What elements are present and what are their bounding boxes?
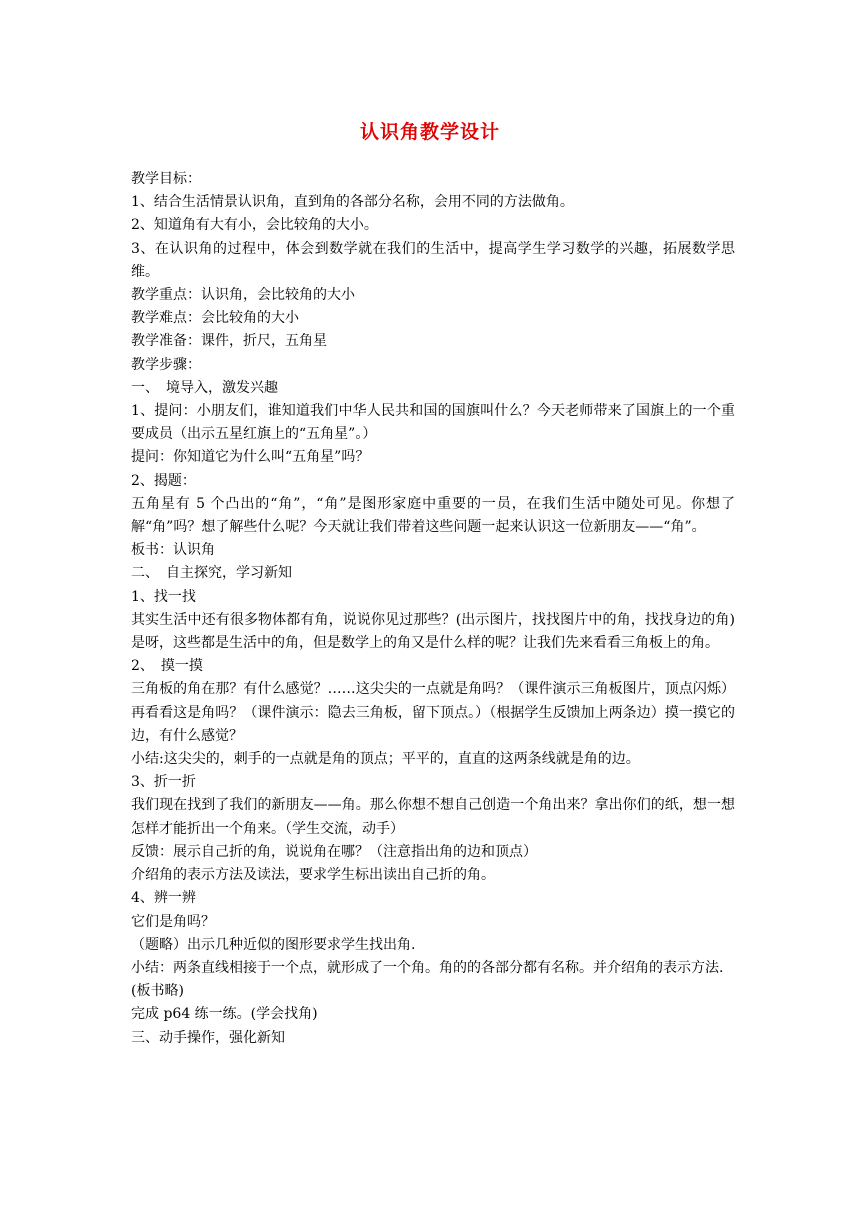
paragraph-feedback: 反馈：展示自己折的角，说说角在哪？（注意指出角的边和顶点） <box>131 843 537 860</box>
paragraph-question-flag: 1、提问：小朋友们，谁知道我们中华人民共和国的国旗叫什么？今天老师带来了国旗上的一个重要成员（出示五星红旗上的“五角星”。） <box>131 403 735 443</box>
section-heading-1: 一、 境导入，激发兴趣 <box>131 379 278 396</box>
document-title: 认识角教学设计 <box>359 121 500 143</box>
paragraph-objective-1: 1、结合生活情景认识角，直到角的各部分名称，会用不同的方法做角。 <box>131 194 574 211</box>
paragraph-summary-1: 小结:这尖尖的，刺手的一点就是角的顶点；平平的，直直的这两条线就是角的边。 <box>131 751 640 768</box>
paragraph-find-text: 其实生活中还有很多物体都有角，说说你见过那些？(出示图片，找找图片中的角，找找身边的角)是呀，这些都是生活中的角，但是数学上的角又是什么样的呢？让我们先来看看三角板上的角。 <box>131 611 735 652</box>
paragraph-touch-heading: 2、 摸一摸 <box>131 658 203 675</box>
paragraph-blackboard: 板书：认识角 <box>131 542 215 559</box>
paragraph-blackboard-omitted: (板书略) <box>131 983 184 1000</box>
paragraph-fold-text: 我们现在找到了我们的新朋友——角。那么你想不想自己创造一个角出来？拿出你们的纸，想一想怎样才能折出一个角来。（学生交流，动手） <box>131 797 735 837</box>
paragraph-steps-heading: 教学步骤： <box>131 356 201 373</box>
paragraph-exercise: 完成 p64 练一练。(学会找角) <box>131 1006 318 1023</box>
paragraph-objectives-heading: 教学目标： <box>131 171 201 187</box>
paragraph-summary-2: 小结：两条直线相接于一个点，就形成了一个角。角的的各部分都有名称。并介绍角的表示方法. <box>131 959 724 976</box>
paragraph-reveal-text: 五角星有 5 个凸出的“角”，“角”是图形家庭中重要的一员，在我们生活中随处可见。你想了解“角”吗？想了解些什么呢？今天就让我们带着这些问题一起来认识这一位新朋友——“角”。 <box>131 495 735 536</box>
paragraph-preparation: 教学准备：课件，折尺，五角星 <box>131 333 327 350</box>
document-body <box>131 168 735 1050</box>
paragraph-difficulties: 教学难点：会比较角的大小 <box>131 310 299 327</box>
paragraph-objective-3: 3、在认识角的过程中，体会到数学就在我们的生活中，提高学生学习数学的兴趣，拓展数学思维。 <box>131 240 735 280</box>
paragraph-key-points: 教学重点：认识角，会比较角的大小 <box>131 287 355 304</box>
paragraph-identify-question: 它们是角吗？ <box>131 913 215 930</box>
paragraph-objective-2: 2、知道角有大有小，会比较角的大小。 <box>131 217 378 234</box>
section-heading-3: 三、动手操作，强化新知 <box>131 1029 285 1046</box>
paragraph-find-heading: 1、找一找 <box>131 588 196 605</box>
paragraph-touch-text: 三角板的角在那？有什么感觉？……这尖尖的一点就是角吗？（课件演示三角板图片，顶点闪烁）再看看这是角吗？（课件演示：隐去三角板，留下顶点。）（根据学生反馈加上两条边）摸一摸它的边，有什么感觉？ <box>131 681 735 744</box>
paragraph-identify-heading: 4、辨一辨 <box>131 890 196 907</box>
paragraph-identify-text: （题略）出示几种近似的图形要求学生找出角. <box>131 936 416 953</box>
paragraph-notation: 介绍角的表示方法及读法，要求学生标出读出自己折的角。 <box>131 867 495 884</box>
paragraph-fold-heading: 3、折一折 <box>131 774 196 791</box>
section-heading-2: 二、 自主探究，学习新知 <box>131 565 292 582</box>
paragraph-question-star: 提问：你知道它为什么叫“五角星”吗？ <box>131 449 370 466</box>
paragraph-reveal-heading: 2、揭题： <box>131 472 196 489</box>
